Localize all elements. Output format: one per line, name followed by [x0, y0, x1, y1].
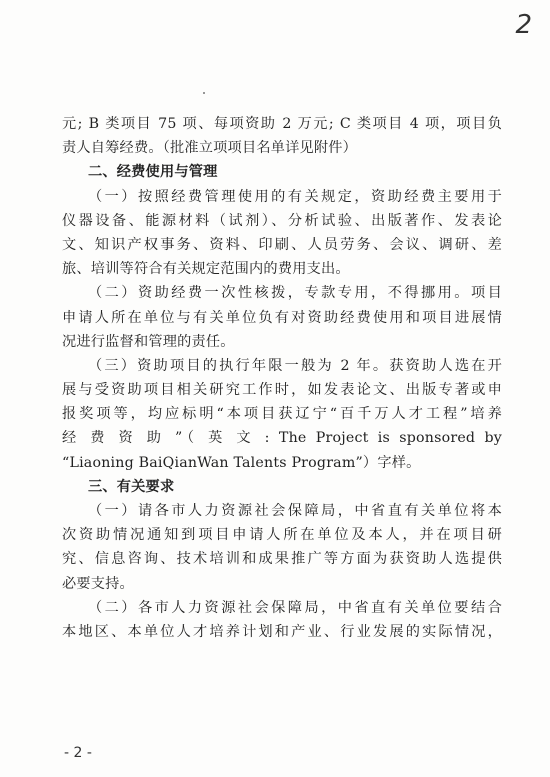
paragraph-line: （三）资助项目的执行年限一般为 2 年。获资助人选在开	[88, 357, 502, 374]
section-heading-funding: 二、经费使用与管理	[88, 164, 218, 181]
paragraph-line: 展与受资助项目相关研究工作时，如发表论文、出版专著或申	[62, 382, 502, 399]
paragraph-line: 必要支持。	[62, 575, 134, 592]
paragraph-line: 报奖项等，均应标明“本项目获辽宁“百千万人才工程”培养	[62, 406, 502, 423]
paragraph-line: （二）资助经费一次性核拨，专款专用，不得挪用。项目	[88, 285, 502, 302]
paragraph-line: （二）各市人力资源社会保障局，中省直有关单位要结合	[88, 599, 502, 616]
paragraph-line: 况进行监督和管理的责任。	[62, 333, 235, 350]
paragraph-line: 申请人所在单位与有关单位负有对资助经费使用和项目进展情	[62, 309, 502, 326]
paragraph-line: “Liaoning BaiQianWan Talents Program”）字样。	[62, 454, 421, 471]
paragraph-line: 本地区、本单位人才培养计划和产业、行业发展的实际情况，	[62, 623, 502, 640]
paragraph-line: 文、知识产权事务、资料、印刷、人员劳务、会议、调研、差	[62, 236, 502, 253]
paragraph-line: （一）按照经费管理使用的有关规定，资助经费主要用于	[88, 188, 502, 205]
paragraph-line: （一）请各市人力资源社会保障局，中省直有关单位将本	[88, 503, 502, 519]
scan-speck	[203, 92, 205, 94]
handwritten-page-mark: 2	[515, 10, 532, 40]
section-heading-requirements: 三、有关要求	[88, 478, 175, 495]
paragraph-line: 仪器设备、能源材料（试剂）、分析试验、出版著作、发表论	[62, 212, 502, 229]
paragraph-line: 元; B 类项目 75 项、每项资助 2 万元; C 类项目 4 项，项目负	[62, 116, 502, 132]
paragraph-line: 旅、培训等符合有关规定范围内的费用支出。	[62, 261, 350, 278]
paragraph-line: 经 费 资 助 ”（ 英 文 : The Project is sponsored by	[62, 430, 502, 447]
paragraph-line: 次资助情况通知到项目申请人所在单位及本人，并在项目研	[62, 527, 502, 544]
paragraph-line: 责人自筹经费。（批准立项项目名单详见附件）	[62, 140, 358, 157]
document-body	[62, 112, 502, 644]
paragraph-line: 究、信息咨询、技术培训和成果推广等方面为获资助人选提供	[62, 551, 502, 568]
page-number: - 2 -	[64, 745, 92, 761]
